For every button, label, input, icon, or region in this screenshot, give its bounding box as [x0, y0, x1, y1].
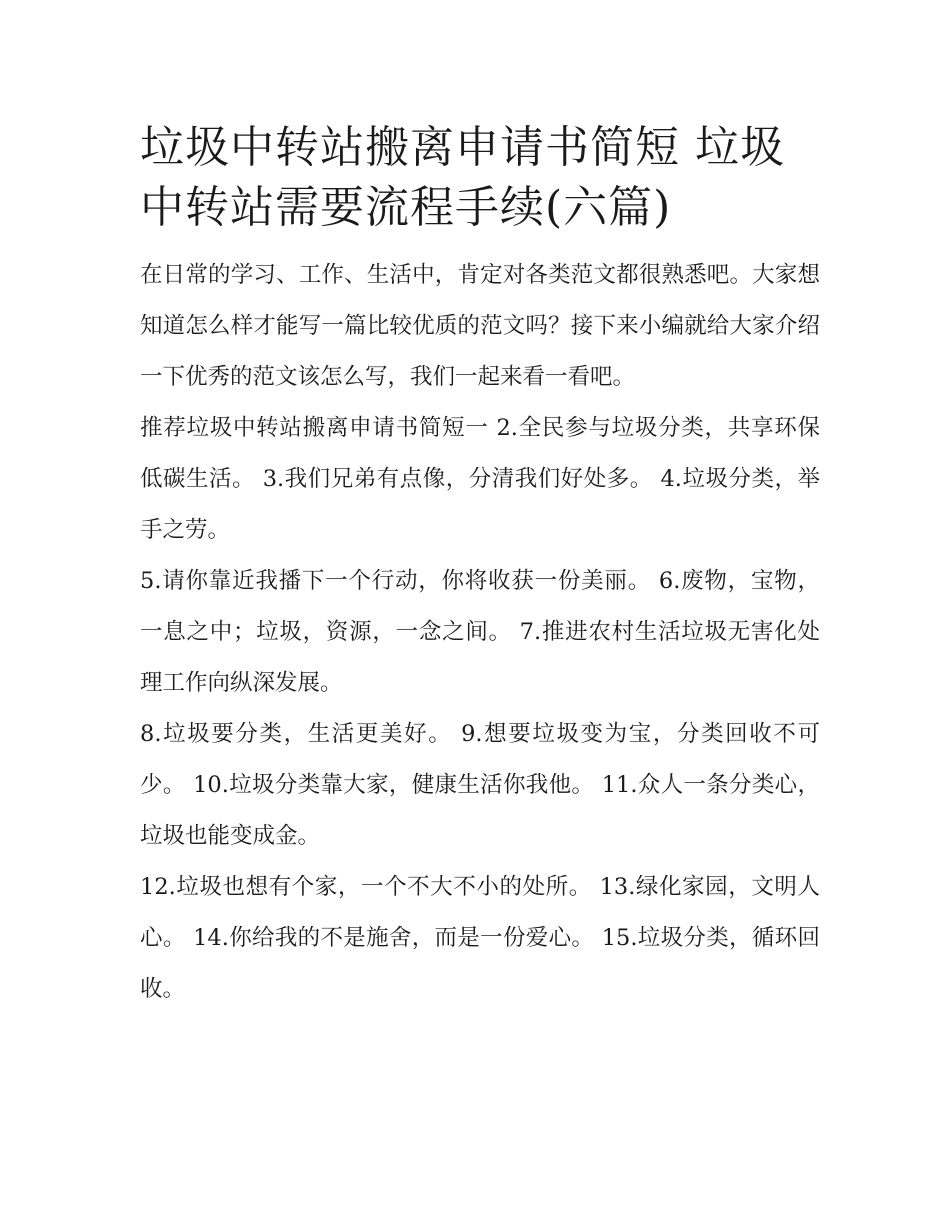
document-body — [140, 250, 820, 1015]
document-title: 垃圾中转站搬离申请书简短 垃圾中转站需要流程手续(六篇) — [140, 122, 785, 233]
paragraph-intro: 在日常的学习、工作、生活中，肯定对各类范文都很熟悉吧。大家想知道怎么样才能写一篇比较优质的范文吗？接下来小编就给大家介绍一下优秀的范文该怎么写，我们一起来看一看吧。 — [140, 262, 820, 390]
document-page — [140, 118, 820, 1015]
paragraph-slogans-1: 推荐垃圾中转站搬离申请书简短一 2.全民参与垃圾分类，共享环保低碳生活。 3.我们兄弟有点像，分清我们好处多。 4.垃圾分类，举手之劳。 — [140, 415, 820, 543]
paragraph-slogans-3: 8.垃圾要分类，生活更美好。 9.想要垃圾变为宝，分类回收不可少。 10.垃圾分类靠大家，健康生活你我他。 11.众人一条分类心，垃圾也能变成金。 — [140, 721, 820, 849]
paragraph-slogans-4: 12.垃圾也想有个家，一个不大不小的处所。 13.绿化家园，文明人心。 14.你给我的不是施舍，而是一份爱心。 15.垃圾分类，循环回收。 — [140, 874, 820, 1002]
paragraph-slogans-2: 5.请你靠近我播下一个行动，你将收获一份美丽。 6.废物，宝物，一息之中；垃圾，资源，一念之间。 7.推进农村生活垃圾无害化处理工作向纵深发展。 — [140, 568, 820, 696]
